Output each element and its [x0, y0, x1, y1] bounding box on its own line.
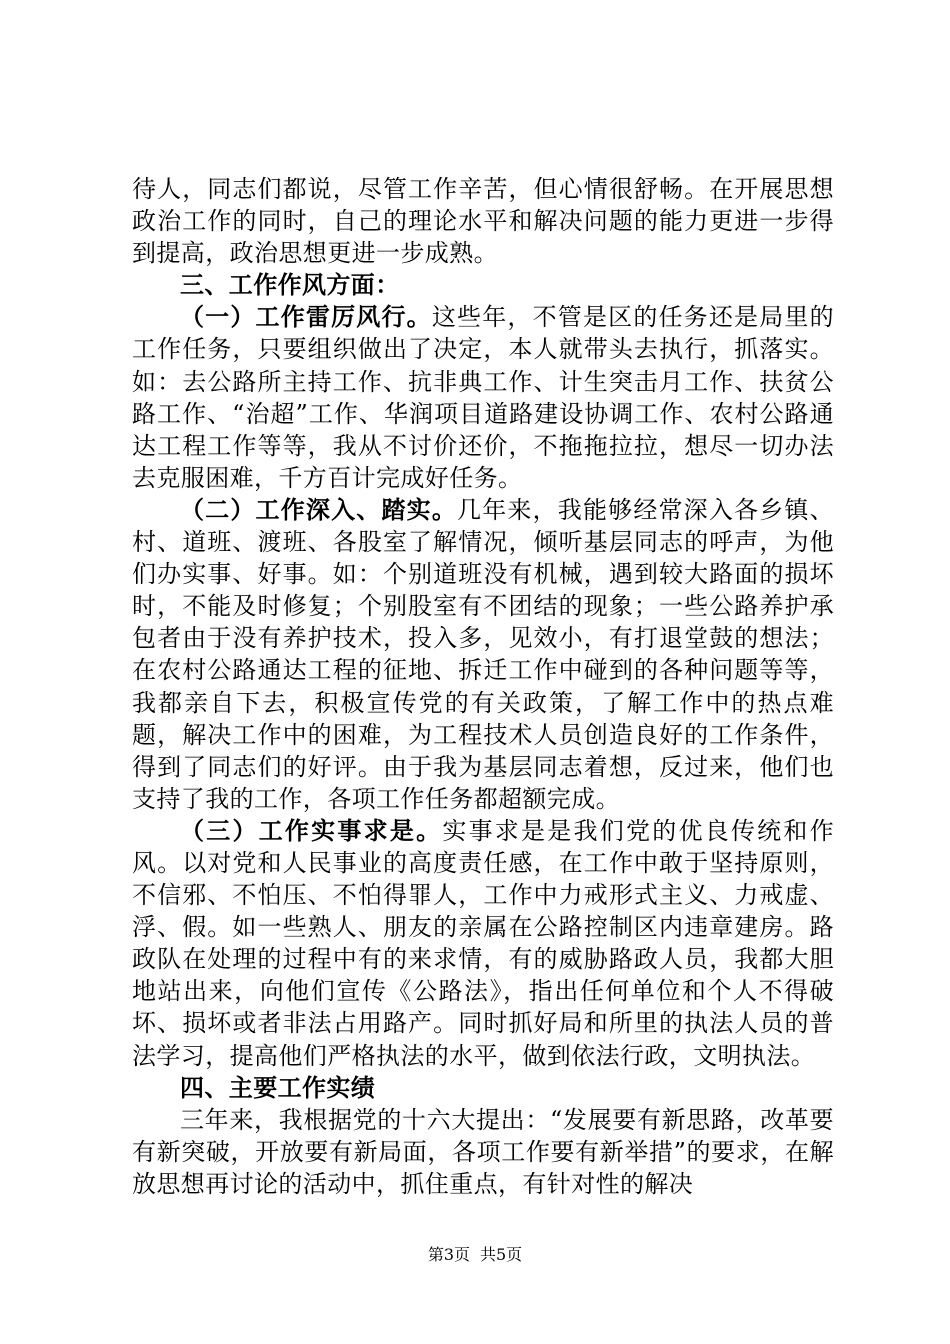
paragraph-continuation: 待人，同志们都说，尽管工作辛苦，但心情很舒畅。在开展思想政治工作的同时，自己的理论水平和解决问题的能力更进一步得到提高，政治思想更进一步成熟。 [132, 175, 834, 268]
section-heading-achievements: 四、主要工作实绩 [180, 1072, 376, 1102]
document-body [132, 173, 834, 1200]
page-footer [0, 1242, 950, 1265]
subsection-3-title: （三）工作实事求是。 [180, 815, 443, 845]
subsection-2 [132, 494, 834, 815]
subsection-3 [132, 815, 834, 1072]
subsection-3-text: 实事求是是我们党的优良传统和作风。以对党和人民事业的高度责任感，在工作中敢于坚持原则，不信邪、不怕压、不怕得罪人，工作中力戒形式主义、力戒虚、浮、假。如一些熟人、朋友的亲属在公路控制区内违章建房。路政队在处理的过程中有的来求情，有的威胁路政人员，我都大胆地站出来，向他们宣传《公路法》，指出任何单位和个人不得破坏、损坏或者非法占用路产。同时抓好局和所里的执法人员的普法学习，提高他们严格执法的水平，做到依法行政，文明执法。 [132, 816, 835, 1070]
subsection-1-title: （一）工作雷厉风行。 [180, 302, 432, 332]
page-total: 共5页 [480, 1245, 523, 1264]
subsection-1-text: 这些年，不管是区的任务还是局里的工作任务，只要组织做出了决定，本人就带头去执行，抓落实。如：去公路所主持工作、抗非典工作、计生突击月工作、扶贫公路工作、“治超”工作、华润项目道路建设协调工作、农村公路通达工程工作等等，我从不讨价还价，不拖拖拉拉，想尽一切办法去克服困难，千方百计完成好任务。 [132, 303, 834, 492]
subsection-2-text: 几年来，我能够经常深入各乡镇、村、道班、渡班、各股室了解情况，倾听基层同志的呼声，为他们办实事、好事。如：个别道班没有机械，遇到较大路面的损坏时，不能及时修复；个别股室有不团结的现象；一些公路养护承包者由于没有养护技术，投入多，见效小，有打退堂鼓的想法；在农村公路通达工程的征地、拆迁工作中碰到的各种问题等等，我都亲自下去，积极宣传党的有关政策，了解工作中的热点难题，解决工作中的困难，为工程技术人员创造良好的工作条件，得到了同志们的好评。由于我为基层同志着想，反过来，他们也支持了我的工作，各项工作任务都超额完成。 [132, 495, 835, 813]
subsection-1 [132, 301, 834, 494]
page-number: 第3页 [427, 1245, 470, 1264]
subsection-2-title: （二）工作深入、踏实。 [180, 494, 458, 524]
paragraph-achievements: 三年来，我根据党的十六大提出：“发展要有新思路，改革要有新突破，开放要有新局面，各项工作要有新举措”的要求，在解放思想再讨论的活动中，抓住重点，有针对性的解决 [132, 1105, 834, 1198]
section-heading-work-style: 三、工作作风方面： [180, 270, 400, 300]
